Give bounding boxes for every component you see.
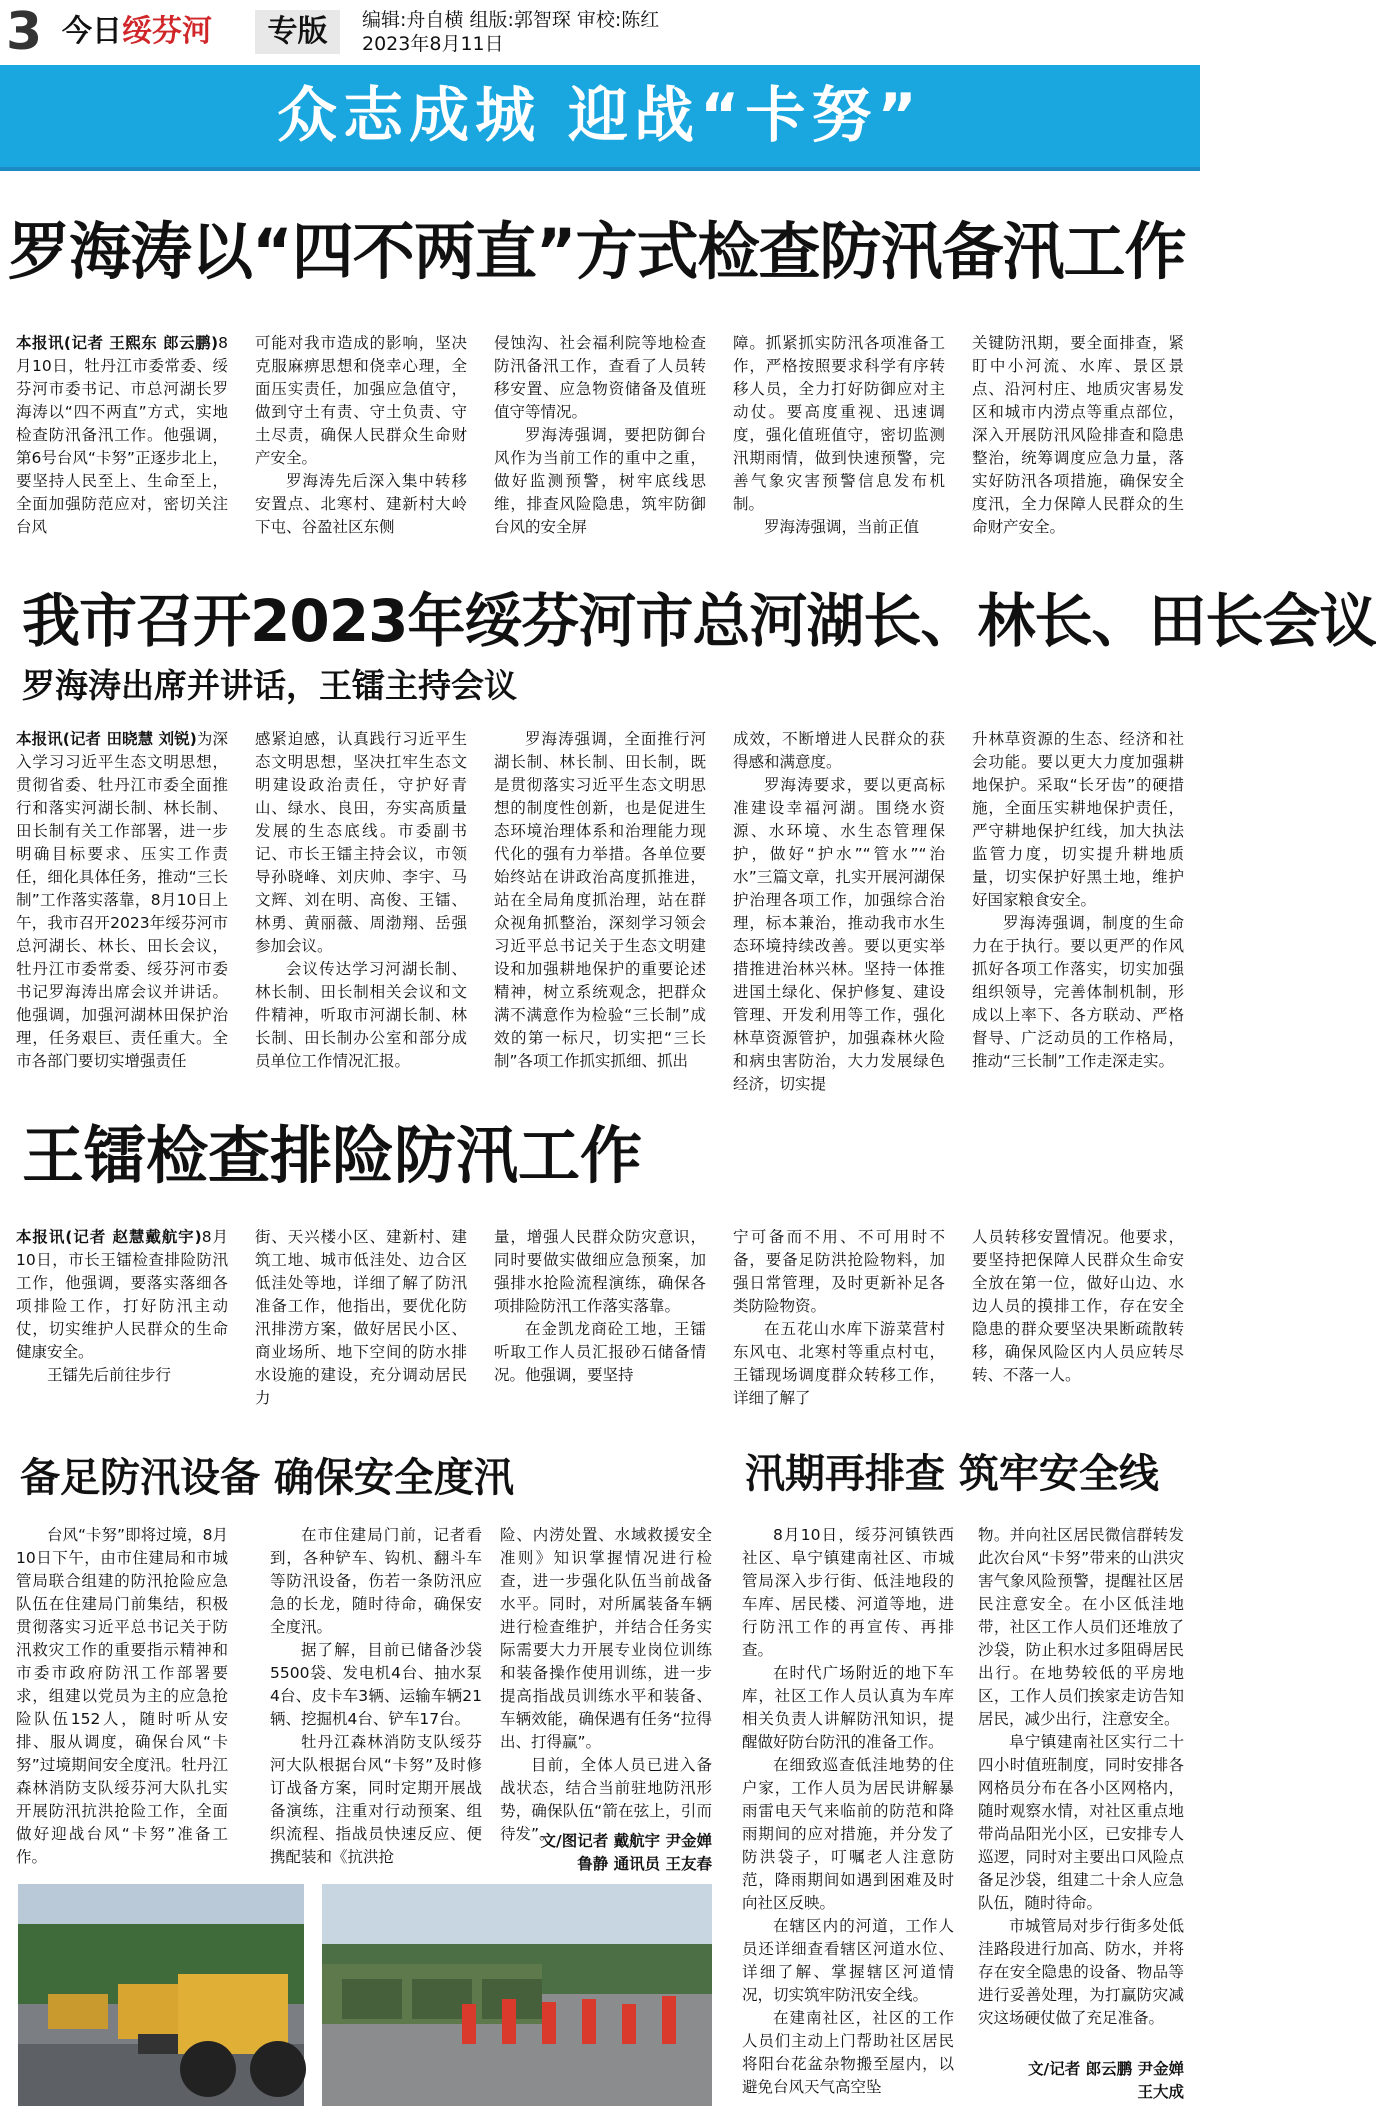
article1-col1-text: 8月10日，牡丹江市委常委、绥芬河市委书记、市总河湖长罗海涛以“四不两直”方式，实地检查防汛备汛工作。他强调，第6号台风“卡努”正逐步北上，要坚持人民至上、生命至上，全面加强防范应对，密切关注台风 <box>16 334 228 536</box>
article4-credit-line1: 文/图记者 戴航宇 尹金婵 <box>540 1832 712 1850</box>
photo-firefighters <box>322 1884 712 2106</box>
article1-col2 <box>255 332 467 536</box>
photo-firefighters-image <box>322 1884 712 2106</box>
article5-col1-para3: 在细致巡查低洼地势的住户家，工作人员为居民讲解暴雨雷电天气来临前的防范和降雨期间的应对措施，并分发了防洪袋子，叮嘱老人注意防范，降雨期间如遇到困难及时向社区反映。 <box>742 1756 954 1912</box>
article4-credit-line2: 鲁静 通讯员 王友春 <box>577 1855 712 1873</box>
article2-col2-para1: 感紧迫感，认真践行习近平生态文明思想，坚决扛牢生态文明建设政治责任，守护好青山、绿水、良田，夯实高质量发展的生态底线。市委副书记、市长王镭主持会议，市领导孙晓峰、刘庆帅、李宇、马文辉、刘在明、高俊、王镭、林勇、黄丽薇、周渤翔、岳强参加会议。 <box>255 730 467 955</box>
article3-col1-text: 8月10日，市长王镭检查排险防汛工作，他强调，要落实落细各项排险工作，打好防汛主动仗，切实维护人民群众的生命健康安全。 <box>16 1228 228 1361</box>
article3-col5 <box>972 1226 1184 1406</box>
article3-col3-para1: 量，增强人民群众防灾意识，同时要做实做细应急预案，加强排水抢险流程演练，确保各项排险防汛工作落实落靠。 <box>494 1228 706 1315</box>
article2-col4-para2: 罗海涛要求，要以更高标准建设幸福河湖。围绕水资源、水环境、水生态管理保护，做好“护水”“管水”“治水”三篇文章，扎实开展河湖保护治理各项工作，加强综合治理，标本兼治，推动我市水生态环境持续改善。要以更实举措推进治林兴林。坚持一体推进国土绿化、保护修复、建设管理、开发利用等工作，强化林草资源管护，加强森林火险和病虫害防治，大力发展绿色经济，切实提 <box>733 776 945 1093</box>
article2-col1-text: 为深入学习习近平生态文明思想，贯彻省委、牡丹江市委全面推行和落实河湖长制、林长制、田长制有关工作部署，进一步明确目标要求、压实工作责任，细化具体任务，推动“三长制”工作落实落靠，8月10日上午，我市召开2023年绥芬河市总河湖长、林长、田长会议，牡丹江市委常委、绥芬河市委书记罗海涛出席会议并讲话。他强调，加强河湖林田保护治理，任务艰巨、责任重大。全市各部门要切实增强责任 <box>16 730 228 1070</box>
article3-col2 <box>255 1226 467 1406</box>
article1-lead: 本报讯(记者 王熙东 郎云鹏) <box>16 334 219 352</box>
article4-col2-para3: 牡丹江森林消防支队绥芬河大队根据台风“卡努”及时修订战备方案，同时定期开展战备演练，注重对行动预案、组织流程、指战员快速反应、便携配装和《抗洪抢 <box>270 1733 482 1866</box>
article5-col1-para4: 在辖区内的河道，工作人员还详细查看辖区河道水位、详细了解、掌握辖区河道情况，切实筑牢防汛安全线。 <box>742 1917 954 2004</box>
article1-col2-para1: 可能对我市造成的影响，坚决克服麻痹思想和侥幸心理，全面压实责任，加强应急值守，做到守土有责、守土负责、守土尽责，确保人民群众生命财产安全。 <box>255 334 467 467</box>
banner-rule <box>0 167 1200 171</box>
article3-headline: 王镭检查排险防汛工作 <box>22 1119 643 1192</box>
article4-col1 <box>16 1524 228 1876</box>
article4-col3-para2: 目前，全体人员已进入备战状态，结合当前驻地防汛形势，确保队伍“箭在弦上，引而待发”。 <box>500 1756 712 1843</box>
article2-headline: 我市召开2023年绥芬河市总河湖长、林长、田长会议 <box>22 587 1376 655</box>
article3-col3-para2: 在金凯龙商砼工地，王镭听取工作人员汇报砂石储备情况。他强调，要坚持 <box>494 1320 706 1384</box>
article4-headline: 备足防汛设备 确保安全度汛 <box>20 1454 514 1501</box>
article2-col3-para1: 罗海涛强调，全面推行河湖长制、林长制、田长制，既是贯彻落实习近平生态文明思想的制度性创新，也是促进生态环境治理体系和治理能力现代化的强有力举措。各单位要始终站在讲政治高度抓推进，站在全局角度抓治理，站在群众视角抓整治，深刻学习领会习近平总书记关于生态文明建设和加强耕地保护的重要论述精神，树立系统观念，把群众满不满意作为检验“三长制”成效的第一标尺，切实把“三长制”各项工作抓实抓细、抓出 <box>494 730 706 1070</box>
article5-col1-para2: 在时代广场附近的地下车库，社区工作人员认真为车库相关负责人讲解防汛知识，提醒做好防台防汛的准备工作。 <box>742 1664 954 1751</box>
article1-col5-para1: 关键防汛期，要全面排查，紧盯中小河流、水库、景区景点、沿河村庄、地质灾害易发区和城市内涝点等重点部位，深入开展防汛风险排查和隐患整治，统筹调度应急力量，落实好防汛各项措施，确保安全度汛，全力保障人民群众的生命财产安全。 <box>972 334 1184 536</box>
article4-col2 <box>270 1524 482 1876</box>
article3-col5-para1: 人员转移安置情况。他要求，要坚持把保障人民群众生命安全放在第一位，做好山边、水边人员的摸排工作，存在安全隐患的群众要坚决果断疏散转移，确保风险区内人员应转尽转、不落一人。 <box>972 1228 1184 1384</box>
article1-col3 <box>494 332 706 536</box>
article5-credit <box>960 2058 1184 2104</box>
article2-col5-para2: 罗海涛强调，制度的生命力在于执行。要以更严的作风抓好各项工作落实，切实加强组织领导，完善体制机制，形成以上率下、各方联动、严格督导、广泛动员的工作格局，推动“三长制”工作走深走实。 <box>972 914 1184 1070</box>
article2-lead: 本报讯(记者 田晓慧 刘锐) <box>16 730 197 748</box>
article5-col2 <box>978 1524 1184 2044</box>
article5-col1-para5: 在建南社区，社区的工作人员们主动上门帮助社区居民将阳台花盆杂物搬至屋内，以避免台风天气高空坠 <box>742 2009 954 2096</box>
article5-col2-para3: 市城管局对步行街多处低洼路段进行加高、防水，并将存在安全隐患的设备、物品等进行妥善处理，为打赢防灾减灾这场硬仗做了充足准备。 <box>978 1917 1184 2027</box>
article5-col2-para1: 物。并向社区居民微信群转发此次台风“卡努”带来的山洪灾害气象风险预警，提醒社区居民注意安全。在小区低洼地带，社区工作人员们还堆放了沙袋，防止积水过多阻碍居民出行。在地势较低的平房地区，工作人员们挨家走访告知居民，减少出行，注意安全。 <box>978 1526 1184 1728</box>
article1-col4-para1: 障。抓紧抓实防汛各项准备工作，严格按照要求科学有序转移人员，全力打好防御应对主动仗。要高度重视、迅速调度，强化值班值守，密切监测汛期雨情，做到快速预警，完善气象灾害预警信息发布机制。 <box>733 334 945 513</box>
article5-credit-line2: 王大成 <box>1137 2083 1184 2101</box>
article3-col2-para1: 街、天兴楼小区、建新村、建筑工地、城市低洼处、边合区低洼处等地，详细了解了防汛准备工作，他指出，要优化防汛排涝方案，做好居民小区、商业场所、地下空间的防水排水设施的建设，充分调动居民力 <box>255 1228 467 1407</box>
photo-equipment <box>18 1884 304 2106</box>
article5-col1 <box>742 1524 954 2112</box>
page-number: 3 <box>6 2 43 62</box>
article5-col2-para2: 阜宁镇建南社区实行二十四小时值班制度，同时安排各网格员分布在各小区网格内，随时观察水情，对社区重点地带尚品阳光小区，已安排专人巡逻，同时对主要出口风险点备足沙袋，组建二十余人应急队伍，随时待命。 <box>978 1733 1184 1912</box>
publication-date: 2023年8月11日 <box>362 33 504 55</box>
article3-col4-para2: 在五花山水库下游菜营村东风屯、北寒村等重点村屯，王镭现场调度群众转移工作，详细了解了 <box>733 1320 945 1407</box>
article1-col5 <box>972 332 1184 536</box>
article5-headline: 汛期再排查 筑牢安全线 <box>745 1450 1159 1497</box>
article2-col5-para1: 升林草资源的生态、经济和社会功能。要以更大力度加强耕地保护。采取“长牙齿”的硬措施，全面压实耕地保护责任，严守耕地保护红线，加大执法监管力度，切实提升耕地质量，切实保护好黑土地，维护好国家粮食安全。 <box>972 730 1184 909</box>
article4-col2-para1: 在市住建局门前，记者看到，各种铲车、钩机、翻斗车等防汛设备，伤若一条防汛应急的长龙，随时待命，确保安全度汛。 <box>270 1526 482 1636</box>
article1-col3-para1: 侵蚀沟、社会福利院等地检查防汛备汛工作，查看了人员转移安置、应急物资储备及值班值守等情况。 <box>494 334 706 421</box>
article2-subhead: 罗海涛出席并讲话，王镭主持会议 <box>22 666 517 705</box>
article3-col4 <box>733 1226 945 1406</box>
article3-col1-para2: 王镭先后前往步行 <box>47 1366 172 1384</box>
article2-col1 <box>16 728 228 1074</box>
banner-title: 众志成城 迎战“卡努” <box>0 65 1200 167</box>
article4-col1-para1: 台风“卡努”即将过境，8月10日下午，由市住建局和市城管局联合组建的防汛抢险应急队伍在住建局门前集结，积极贯彻落实习近平总书记关于防汛救灾工作的重要指示精神和市委市政府防汛工作部署要求，组建以党员为主的应急抢险队伍152人，随时听从安排、服从调度，确保台风“卡努”过境期间安全度汛。牡丹江森林消防支队绥芬河大队扎实开展防汛抗洪抢险工作，全面做好迎战台风“卡努”准备工作。 <box>16 1526 228 1866</box>
article1-col1 <box>16 332 228 536</box>
paper-name-city: 绥芬河 <box>122 14 212 49</box>
article3-col4-para1: 宁可备而不用、不可用时不备，要备足防洪抢险物料，加强日常管理，及时更新补足各类防险物资。 <box>733 1228 945 1315</box>
article1-col4 <box>733 332 945 536</box>
article2-col4-para1: 成效，不断增进人民群众的获得感和满意度。 <box>733 730 945 771</box>
article4-col3-para1: 险、内涝处置、水域救援安全准则》知识掌握情况进行检查，进一步强化队伍当前战备水平。同时，对所属装备车辆进行检查维护，并结合任务实际需要大力开展专业岗位训练和装备操作使用训练，进一步提高指战员训练水平和装备、车辆效能，确保遇有任务“拉得出、打得赢”。 <box>500 1526 712 1751</box>
article2-col2 <box>255 728 467 1074</box>
article2-col3 <box>494 728 706 1074</box>
article1-col2-para2: 罗海涛先后深入集中转移安置点、北寒村、建新村大岭下屯、谷盈社区东侧 <box>255 472 467 536</box>
article2-col2-para2: 会议传达学习河湖长制、林长制、田长制相关会议和文件精神，听取市河湖长制、林长制、田长制办公室和部分成员单位工作情况汇报。 <box>255 960 467 1070</box>
paper-name-prefix: 今日 <box>62 14 122 49</box>
article5-col1-para1: 8月10日，绥芬河镇铁西社区、阜宁镇建南社区、市城管局深入步行街、低洼地段的车库、居民楼、河道等地，进行防汛工作的再宣传、再排查。 <box>742 1526 954 1659</box>
photo-equipment-image <box>18 1884 304 2106</box>
article2-col4 <box>733 728 945 1093</box>
paper-name <box>62 12 212 52</box>
article3-col3 <box>494 1226 706 1406</box>
article4-credit <box>480 1830 712 1876</box>
article1-col3-para2: 罗海涛强调，要把防御台风作为当前工作的重中之重，做好监测预警，树牢底线思维，排查风险隐患，筑牢防御台风的安全屏 <box>494 426 706 536</box>
article5-credit-line1: 文/记者 郎云鹏 尹金婵 <box>1028 2060 1184 2078</box>
article1-headline: 罗海涛以“四不两直”方式检查防汛备汛工作 <box>8 215 1186 288</box>
article3-lead: 本报讯(记者 赵慧戴航宇) <box>16 1228 202 1246</box>
editors-line: 编辑:舟自横 组版:郭智琛 审校:陈红 <box>362 9 660 31</box>
article1-col4-para2: 罗海涛强调，当前正值 <box>764 518 920 536</box>
section-tag: 专版 <box>255 10 340 54</box>
article2-col5 <box>972 728 1184 1074</box>
article4-col2-para2: 据了解，目前已储备沙袋5500袋、发电机4台、抽水泵4台、皮卡车3辆、运输车辆21辆、挖掘机4台、铲车17台。 <box>270 1641 482 1728</box>
article3-col1 <box>16 1226 228 1406</box>
